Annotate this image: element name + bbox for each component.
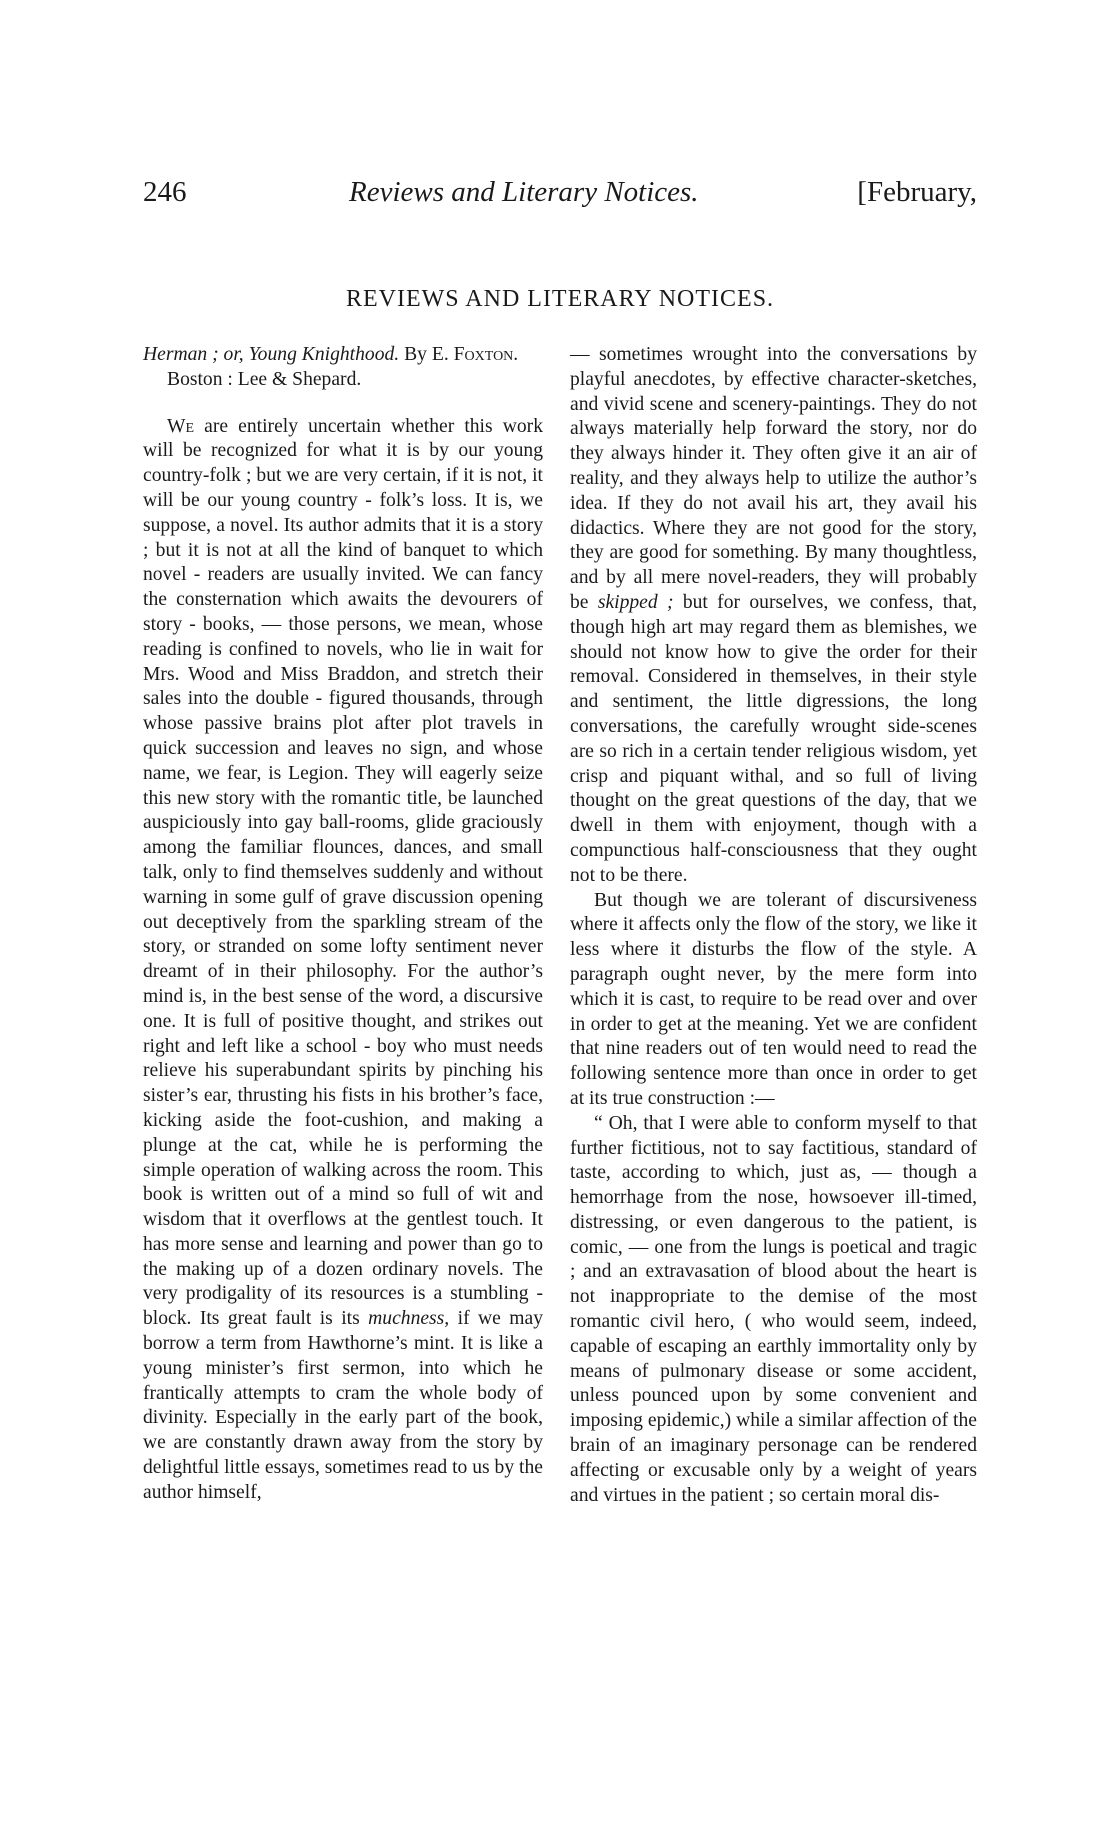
paragraph-text: but for ourselves, we confess, that, though high art may regard them as blemishes, we should not know how to give the order for their removal. Considered in themselves, in their style and sentiment, the little digressions, the long conversations, the carefully wrought side-scenes are so rich in a certain tender religious wisdom, yet crisp and piquant withal, and so full of living thought on the great questions of the day, that we dwell in them with enjoyment, though with a compunctious half-consciousness that they ought not to be there. (570, 591, 977, 886)
italic-text: skipped ; (597, 591, 674, 613)
paragraph-text: if we may borrow a term from Hawthorne’s mint. It is like a young minister’s first sermon, into which he frantically attempts to cram the whole body of divinity. Especially in the early part of the book, we are constantly drawn away from the story by delightful little essays, sometimes read to us by the author himself, (143, 1308, 543, 1503)
right-column (570, 343, 977, 1508)
running-head-month: [February, (857, 176, 977, 208)
review-paragraph (143, 415, 543, 1506)
opening-word: We (167, 415, 195, 437)
running-head (143, 176, 977, 216)
review-paragraph (570, 343, 977, 889)
page-number: 246 (143, 176, 187, 208)
left-column (143, 343, 543, 1506)
paragraph-text: are entirely uncertain whether this work will be recognized for what it is by our young country-folk ; but we are very certain, if it is not, it will be our young country - folk’s loss. It is, we suppose, a novel. Its author admits that it is a story ; but it is not at all the kind of banquet to which novel - readers are usually invited. We can fancy the consternation which awaits the devourers of story - books, — those persons, we mean, whose reading is confined to novels, who lie in wait for Mrs. Wood and Miss Braddon, and stretch their sales into the double - figured thousands, through whose passive brains plot after plot travels in quick succession and leaves no sign, and whose name, we fear, is Legion. They will eagerly seize this new story with the romantic title, be launched auspiciously into gay ball-rooms, glide graciously among the familiar flounces, dances, and small talk, only to find themselves suddenly and without warning in some gulf of grave discussion opening out deceptively from the sparkling stream of the story, or stranded on some lofty sentiment never dreamt of in their philosophy. For the author’s mind is, in the best sense of the word, a discursive one. It is full of positive thought, and strikes out right and left like a school - boy who must needs relieve his superabundant spirits by pinching his sister’s ear, thrusting his fists in his brother’s face, kicking aside the foot-cushion, and making a plunge at the cat, while he is performing the simple operation of walking across the room. This book is written out of a mind so full of wit and wisdom that it overflows at the gentlest touch. It has more sense and learning and power than go to the making up of a dozen ordinary novels. The very prodigality of its resources is a stumbling - block. Its great fault is its (143, 415, 543, 1330)
italic-text: muchness, (368, 1308, 450, 1330)
book-publisher: Boston : Lee & Shepard. (167, 368, 362, 390)
paragraph-text: — sometimes wrought into the conversations by playful anecdotes, by effective character-sketches, and vivid scene and scenery-paintings. They do not always materially help forward the story, nor do they always hinder it. They often give it an air of reality, and they always help to utilize the author’s idea. If they do not avail his art, they avail his didactics. Where they are not good for the story, they are good for something. By many thoughtless, and by all mere novel-readers, they will probably be (570, 344, 977, 613)
book-title: Herman ; or, Young Knighthood. (143, 344, 400, 365)
book-author: Foxton. (453, 344, 519, 365)
quoted-sentence: “ Oh, that I were able to conform myself to that further fictitious, not to say factitious, standard of taste, according to which, just as, — though a hemorrhage from the nose, howsoever ill-timed, distressing, or even dangerous to the patient, is comic, — one from the lungs is poetical and tragic ; and an extravasation of blood about the heart is not inappropriate to the demise of the most romantic civil hero, ( who would seem, indeed, capable of escaping an earthly immortality only by means of pulmonary disease or some accident, unless pounced upon by some convenient and imposing epidemic,) while a similar affection of the brain of an imaginary personage can be rendered affecting or excusable only by a weight of years and virtues in the patient ; so certain moral dis- (570, 1112, 977, 1506)
section-title: Reviews and Literary Notices. (349, 176, 699, 208)
review-paragraph: But though we are tolerant of discursiveness where it affects only the flow of the story, we like it less where it disturbs the flow of the style. A paragraph ought never, by the mere form into which it is cast, to require to be read over and over in order to get at the meaning. Yet we are confident that nine readers out of ten would need to read the following sentence more than once in order to get at its true construction :— (570, 889, 977, 1109)
review-citation (143, 343, 543, 393)
page-heading: REVIEWS AND LITERARY NOTICES. (345, 286, 775, 312)
by-text: By E. (404, 344, 449, 365)
